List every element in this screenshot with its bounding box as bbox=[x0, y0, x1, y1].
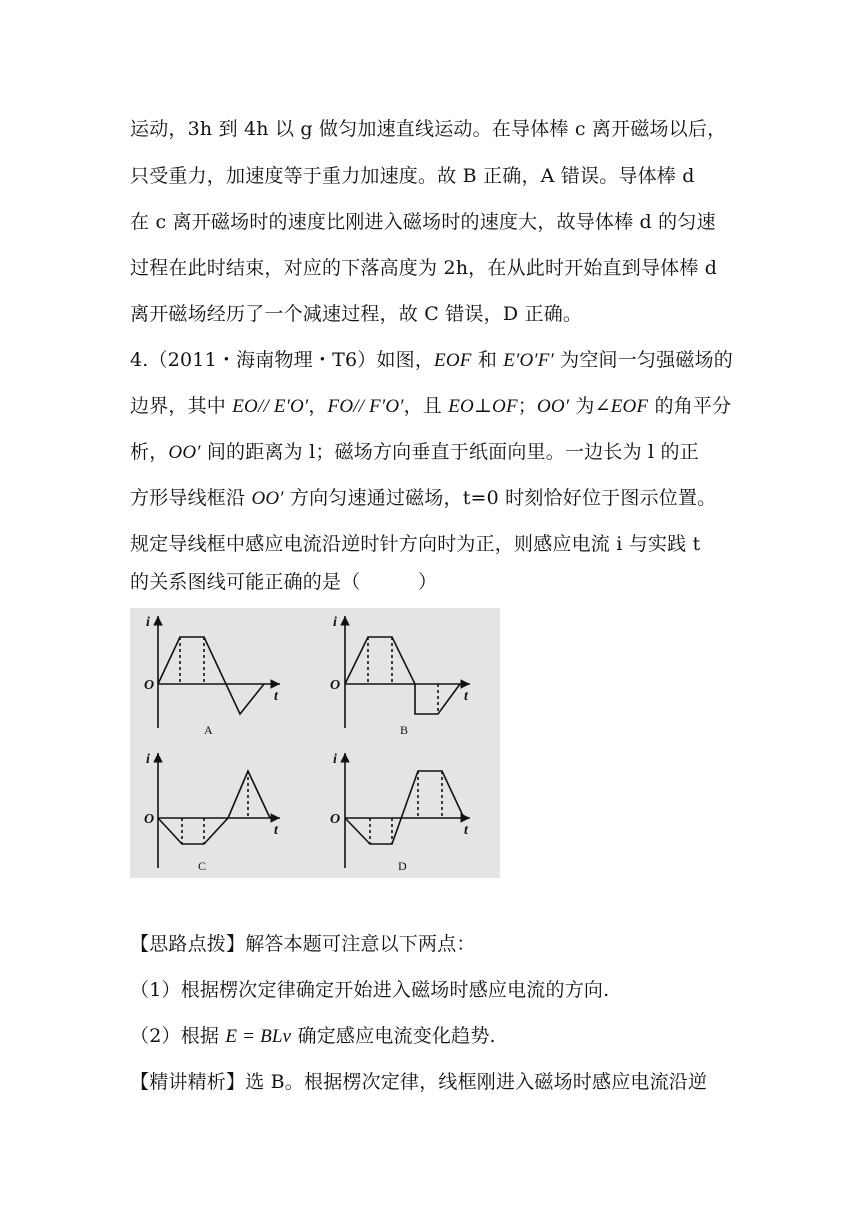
math-expr: E′O′F′ bbox=[503, 350, 554, 371]
question-text: ，且 bbox=[403, 395, 449, 417]
axis-label-t: t bbox=[274, 689, 278, 704]
hint-text: 确定感应电流变化趋势. bbox=[291, 1025, 496, 1047]
axis-label-i: i bbox=[333, 615, 337, 630]
question-line bbox=[130, 437, 699, 464]
hint-item-1: （1）根据楞次定律确定开始进入磁场时感应电流的方向. bbox=[130, 979, 610, 1001]
graph-b bbox=[345, 616, 470, 728]
answer-options-figure bbox=[130, 608, 500, 878]
axis-label-t: t bbox=[464, 823, 468, 838]
paragraph-line: 过程在此时结束，对应的下落高度为 2h，在从此时开始直到导体棒 d bbox=[130, 257, 718, 279]
question-text: 4.（2011・海南物理・T6）如图， bbox=[130, 349, 435, 371]
axis-label-i: i bbox=[146, 752, 150, 767]
paragraph-line: 离开磁场经历了一个减速过程，故 C 错误，D 正确。 bbox=[130, 303, 583, 325]
math-expr: EO⊥OF bbox=[448, 396, 518, 417]
math-expr: OO′ bbox=[536, 396, 570, 417]
hint-item-2 bbox=[130, 1021, 496, 1048]
analysis-line: 【精讲精析】选 B。根据楞次定律，线框刚进入磁场时感应电流沿逆 bbox=[130, 1071, 708, 1093]
axis-label-i: i bbox=[146, 615, 150, 630]
origin-label: O bbox=[330, 678, 341, 693]
question-text: ； bbox=[517, 395, 537, 417]
question-text: 边界，其中 bbox=[130, 395, 233, 417]
axis-label-t: t bbox=[274, 823, 278, 838]
origin-label: O bbox=[144, 812, 155, 827]
figure-graphs bbox=[130, 608, 500, 878]
question-text: 方向匀速通过磁场，t=0 时刻恰好位于图示位置。 bbox=[283, 487, 717, 509]
origin-label: O bbox=[144, 678, 155, 693]
question-line bbox=[130, 483, 716, 510]
graph-a bbox=[158, 616, 280, 728]
caption-a: A bbox=[204, 723, 213, 737]
question-text: 间的距离为 l；磁场方向垂直于纸面向里。一边长为 l 的正 bbox=[200, 441, 699, 463]
hint-title: 【思路点拨】解答本题可注意以下两点： bbox=[130, 933, 476, 955]
math-expr: EOF bbox=[610, 396, 649, 417]
question-text: 方形导线框沿 bbox=[130, 487, 252, 509]
question-text: 和 bbox=[471, 349, 504, 371]
math-expr: OO′ bbox=[168, 442, 201, 463]
math-expr: EO// E′O′ bbox=[232, 396, 309, 417]
math-expr: FO// F′O′ bbox=[327, 396, 404, 417]
origin-label: O bbox=[330, 812, 341, 827]
question-text: ， bbox=[308, 395, 328, 417]
formula: E = BLv bbox=[225, 1026, 292, 1047]
caption-d: D bbox=[398, 859, 407, 873]
axis-label-t: t bbox=[464, 689, 468, 704]
question-line bbox=[130, 391, 731, 418]
math-expr: OO′ bbox=[251, 488, 284, 509]
question-text: 为∠ bbox=[569, 395, 611, 417]
question-text: 析， bbox=[130, 441, 169, 463]
question-line: 规定导线框中感应电流沿逆时针方向时为正，则感应电流 i 与实践 t bbox=[130, 533, 701, 555]
question-text: 为空间一匀强磁场的 bbox=[553, 349, 733, 371]
axis-label-i: i bbox=[333, 752, 337, 767]
caption-b: B bbox=[400, 723, 409, 737]
caption-c: C bbox=[198, 859, 207, 873]
graph-d bbox=[345, 753, 470, 868]
hint-text: （2）根据 bbox=[130, 1025, 226, 1047]
math-expr: EOF bbox=[434, 350, 472, 371]
question-line bbox=[130, 345, 733, 372]
graph-c bbox=[158, 753, 280, 868]
paragraph-line: 运动，3h 到 4h 以 g 做匀加速直线运动。在导体棒 c 离开磁场以后， bbox=[130, 118, 727, 140]
question-line: 的关系图线可能正确的是（ ） bbox=[130, 571, 438, 593]
question-text: 的角平分 bbox=[648, 395, 732, 417]
paragraph-line: 在 c 离开磁场时的速度比刚进入磁场时的速度大，故导体棒 d 的匀速 bbox=[130, 211, 716, 233]
paragraph-line: 只受重力，加速度等于重力加速度。故 B 正确，A 错误。导体棒 d bbox=[130, 165, 695, 187]
